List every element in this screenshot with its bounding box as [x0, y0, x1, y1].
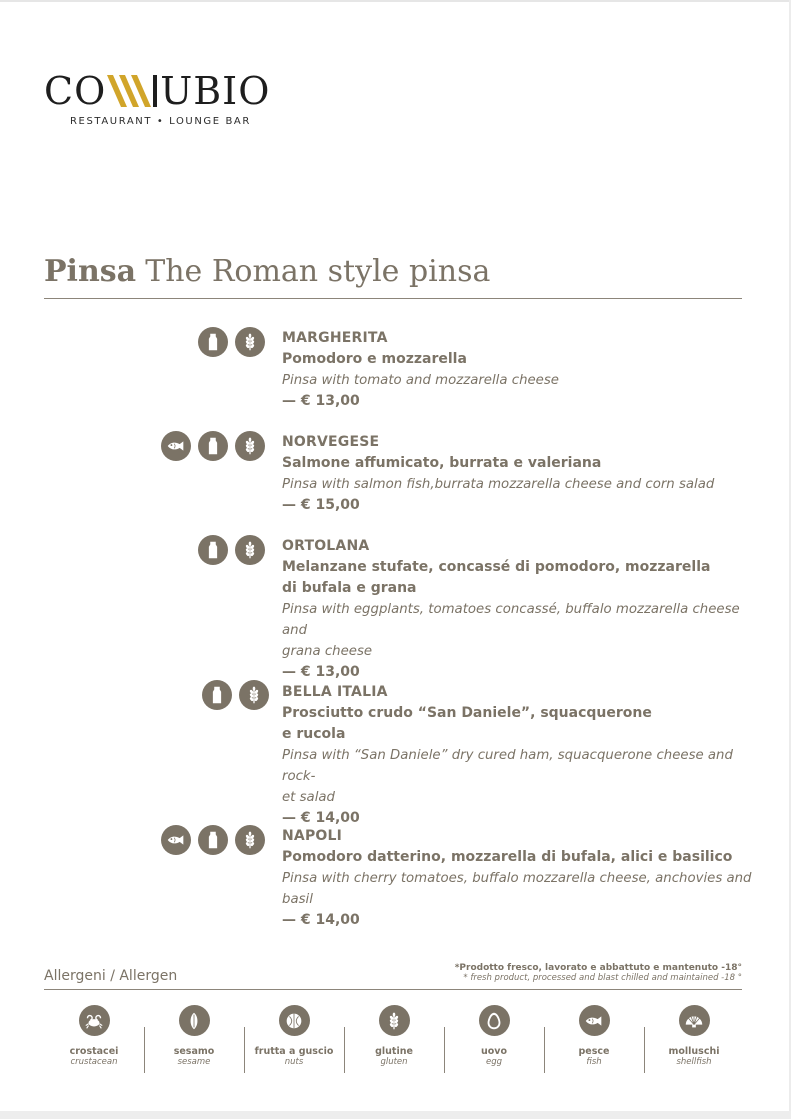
item-price: — € 13,00 [282, 393, 360, 409]
allergen-section-title: Allergeni / Allergen [44, 968, 178, 984]
item-description-en: Pinsa with tomato and mozzarella cheese [282, 373, 559, 388]
allergen-frutta-a-guscio [244, 1005, 344, 1067]
allergen-crostacei [44, 1005, 144, 1067]
logo [44, 70, 284, 127]
milk-icon [202, 680, 232, 710]
freshness-note [455, 963, 742, 983]
allergen-pesce [544, 1005, 644, 1067]
allergen-label-en: fish [586, 1057, 602, 1067]
item-name: NAPOLI [282, 828, 343, 844]
allergen-label-it: sesamo [173, 1046, 215, 1057]
logo-wordmark [44, 70, 284, 112]
item-price: — € 14,00 [282, 912, 360, 928]
top-edge [0, 0, 791, 2]
bottom-edge [0, 1111, 791, 1119]
item-description-it: Pomodoro e mozzarella [282, 351, 467, 367]
item-description-en: Pinsa with eggplants, tomatoes concassé, buffalo mozzarella cheese and [282, 602, 740, 638]
allergen-label-en: shellfish [676, 1057, 712, 1067]
logo-subtitle: RESTAURANT • LOUNGE BAR [70, 116, 251, 127]
allergen-uovo [444, 1005, 544, 1067]
allergen-label-en: crustacean [70, 1057, 118, 1067]
allergen-label-it: frutta a guscio [254, 1046, 334, 1057]
allergen-icons [161, 825, 265, 855]
item-description-en-cont: et salad [282, 790, 335, 805]
item-description-it: Salmone affumicato, burrata e valeriana [282, 455, 602, 471]
logo-word-right: UBIO [160, 69, 271, 113]
logo-word-left: CO [44, 69, 107, 113]
allergen-icons [161, 431, 265, 461]
item-name: MARGHERITA [282, 330, 388, 346]
wheat-icon [235, 825, 265, 855]
item-price: — € 13,00 [282, 664, 360, 680]
wheat-icon [235, 327, 265, 357]
item-name: NORVEGESE [282, 434, 380, 450]
menu-item [282, 682, 752, 829]
milk-icon [198, 431, 228, 461]
allergen-divider [44, 989, 742, 990]
menu-item [282, 328, 752, 412]
allergen-label-it: crostacei [69, 1046, 119, 1057]
item-description-it: Prosciutto crudo “San Daniele”, squacquerone [282, 705, 652, 721]
egg-icon [479, 1005, 510, 1036]
allergen-label-it: uovo [480, 1046, 507, 1057]
item-price: — € 14,00 [282, 810, 360, 826]
wheat-icon [239, 680, 269, 710]
title-light: The Roman style pinsa [145, 254, 491, 289]
allergen-label-en: gluten [380, 1057, 408, 1067]
fish-icon [161, 825, 191, 855]
freshness-note-it: *Prodotto fresco, lavorato e abbattuto e mantenuto -18° [454, 963, 742, 973]
milk-icon [198, 327, 228, 357]
item-description-it-cont: e rucola [282, 726, 346, 742]
menu-item [282, 432, 752, 516]
menu-item [282, 536, 752, 683]
item-description-en-cont: grana cheese [282, 644, 373, 659]
logo-nn-mark-icon [107, 75, 159, 107]
item-description-en: Pinsa with salmon fish,burrata mozzarella cheese and corn salad [282, 477, 715, 492]
item-description-en-cont: basil [282, 892, 313, 907]
allergen-glutine [344, 1005, 444, 1067]
fish-icon [161, 431, 191, 461]
item-description-en: Pinsa with cherry tomatoes, buffalo mozzarella cheese, anchovies and [282, 871, 752, 886]
item-description-it: Pomodoro datterino, mozzarella di bufala, alici e basilico [282, 849, 733, 865]
fish-icon [579, 1005, 610, 1036]
wheat-icon [379, 1005, 410, 1036]
allergen-label-it: molluschi [668, 1046, 720, 1057]
allergen-label-en: nuts [284, 1057, 304, 1067]
crab-icon [79, 1005, 110, 1036]
nut-icon [279, 1005, 310, 1036]
allergen-icons [202, 680, 269, 710]
item-name: ORTOLANA [282, 538, 370, 554]
wheat-icon [235, 431, 265, 461]
item-price: — € 15,00 [282, 497, 360, 513]
allergen-label-en: sesame [177, 1057, 211, 1067]
allergen-label-it: pesce [578, 1046, 610, 1057]
item-description-en: Pinsa with “San Daniele” dry cured ham, squacquerone cheese and rock- [282, 748, 733, 784]
title-bold: Pinsa [44, 254, 137, 289]
shell-icon [679, 1005, 710, 1036]
freshness-note-en: * fresh product, processed and blast chilled and maintained -18 ° [463, 973, 742, 983]
page-title [44, 254, 490, 289]
title-divider [44, 298, 742, 299]
allergen-icons [198, 535, 265, 565]
milk-icon [198, 825, 228, 855]
allergen-label-it: glutine [375, 1046, 413, 1057]
item-name: BELLA ITALIA [282, 684, 388, 700]
menu-item [282, 826, 752, 931]
allergen-legend [44, 1005, 744, 1075]
allergen-label-en: egg [485, 1057, 503, 1067]
allergen-molluschi [644, 1005, 744, 1067]
allergen-icons [198, 327, 265, 357]
milk-icon [198, 535, 228, 565]
sesame-icon [179, 1005, 210, 1036]
item-description-it-cont: di bufala e grana [282, 580, 417, 596]
wheat-icon [235, 535, 265, 565]
allergen-sesamo [144, 1005, 244, 1067]
item-description-it: Melanzane stufate, concassé di pomodoro, mozzarella [282, 559, 711, 575]
